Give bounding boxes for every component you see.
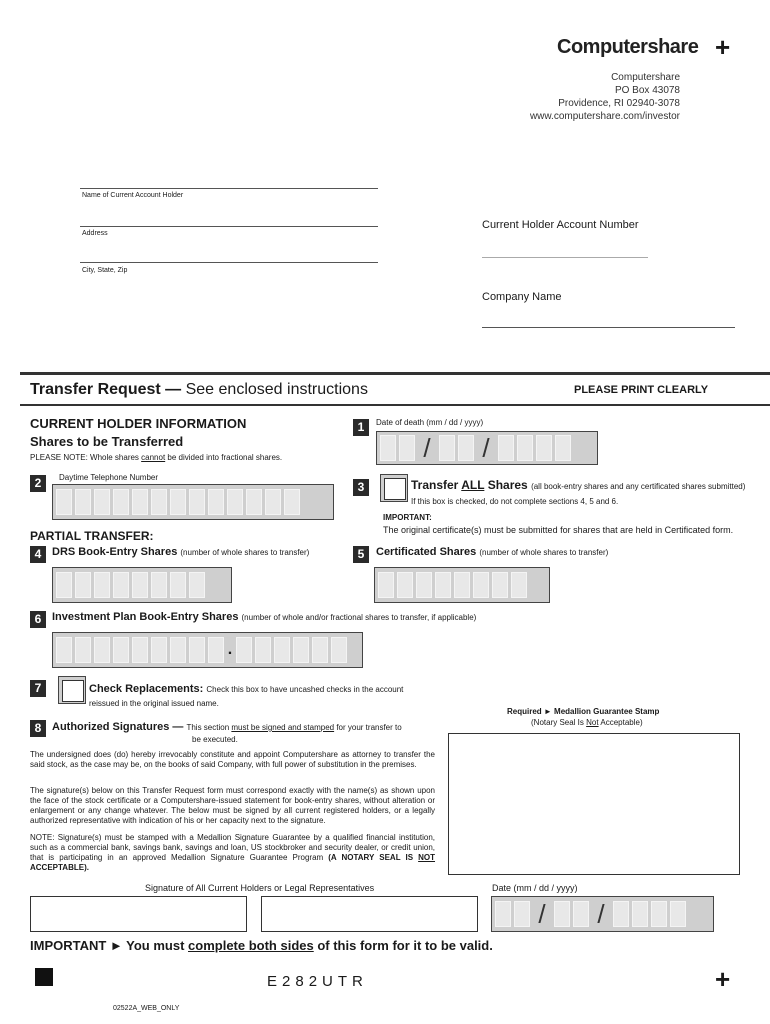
transfer-all-checkbox[interactable] (380, 474, 408, 502)
note-text: be divided into fractional shares. (165, 453, 283, 462)
note-emph: cannot (141, 453, 166, 462)
warning-text: ACCEPTABLE). (30, 863, 89, 872)
telephone-input[interactable] (52, 484, 334, 520)
section-3-badge: 3 (353, 479, 369, 496)
address-line: Providence, RI 02940-3078 (558, 98, 680, 109)
computershare-logo: Computershare (557, 36, 699, 58)
address-line: Computershare (611, 72, 680, 83)
checkbox-face[interactable] (384, 478, 406, 500)
web-code: 02522A_WEB_ONLY (113, 1005, 180, 1012)
note-text: (Notary Seal Is (531, 718, 587, 727)
digit-cell[interactable] (397, 572, 413, 598)
mailing-address (480, 71, 680, 123)
digit-cell[interactable] (495, 901, 511, 927)
title-part: Shares (484, 478, 528, 492)
digit-cell[interactable] (151, 489, 167, 515)
account-number-label: Current Holder Account Number (482, 219, 639, 231)
digit-cell[interactable] (517, 435, 533, 461)
important-label: IMPORTANT: (383, 513, 432, 522)
digit-cell[interactable] (274, 637, 290, 663)
city-field-line[interactable] (80, 262, 378, 263)
warning-emph: NOT (418, 853, 436, 862)
digit-cell[interactable] (236, 637, 252, 663)
address-line: PO Box 43078 (614, 85, 680, 96)
section-7-badge: 7 (30, 680, 46, 697)
digit-cell[interactable] (170, 489, 186, 515)
digit-cell[interactable] (380, 435, 396, 461)
digit-cell[interactable] (454, 572, 470, 598)
digit-cell[interactable] (56, 489, 72, 515)
attorney-paragraph: The undersigned does (do) hereby irrevocably constitute and appoint Computershare as attorney to transfer the said stock, as the case may be, on the books of said Company, with full power of substitution in the premises. (30, 750, 435, 769)
footer-text: of this form for it to be valid. (313, 938, 493, 953)
digit-cell[interactable] (439, 435, 455, 461)
date-separator: / (423, 433, 431, 463)
footer-text: IMPORTANT ► You must (30, 938, 189, 953)
note-text: PLEASE NOTE: Whole shares (30, 453, 142, 462)
digit-cell[interactable] (208, 637, 224, 663)
section-1-badge: 1 (353, 419, 369, 436)
authorized-signatures-title (52, 721, 402, 733)
name-field-label: Name of Current Account Holder (82, 192, 184, 199)
decimal-point: . (227, 641, 233, 658)
digit-cell[interactable] (132, 572, 148, 598)
digit-cell[interactable] (151, 637, 167, 663)
page-title (30, 381, 368, 399)
digit-cell[interactable] (75, 489, 91, 515)
title-part: Certificated Shares (376, 546, 477, 558)
digit-cell[interactable] (435, 572, 451, 598)
digit-cell[interactable] (246, 489, 262, 515)
digit-cell[interactable] (613, 901, 629, 927)
digit-cell[interactable] (255, 637, 271, 663)
digit-cell[interactable] (284, 489, 300, 515)
fractional-note (30, 453, 282, 462)
digit-cell[interactable] (331, 637, 347, 663)
digit-cell[interactable] (132, 489, 148, 515)
checkbox-face[interactable] (62, 680, 84, 702)
digit-cell[interactable] (514, 901, 530, 927)
registration-square-icon (35, 968, 53, 986)
title-part: ALL (461, 478, 485, 492)
digit-cell[interactable] (132, 637, 148, 663)
title-note: Check this box to have uncashed checks in the account (206, 685, 404, 694)
title-part: Check Replacements: (89, 683, 204, 695)
authorized-signatures-note: be executed. (192, 735, 238, 744)
signature-paragraph: The signature(s) below on this Transfer Request form must correspond exactly with the name(s) as shown upon the face of the stock certificate or a Computershare-issued statement for book-entry shares, without alteration or enlargement or any change whatever. The below must be signed by all current registered holders, or a legally authorized representative with indication of his or her capacity next to the signature. (30, 786, 435, 825)
section-8-badge: 8 (30, 720, 46, 737)
title-part: Authorized Signatures — (52, 721, 187, 733)
certificated-shares-input[interactable] (374, 567, 550, 603)
paragraph-text: NOTE: Signature(s) must be stamped with a Medallion Signature Guarantee by a qualified financial institution, such as a commercial bank, savings bank, savings and loan, US stockbroker and security dealer, or credit union, that is participating in an approved Medallion Signature Guarantee Program (30, 833, 435, 862)
transfer-all-title (411, 478, 745, 492)
certificate-note: The original certificate(s) must be submitted for shares that are held in Certificated form. (383, 525, 734, 535)
digit-cell[interactable] (94, 572, 110, 598)
title-note: This section (186, 723, 232, 732)
title-underline (20, 404, 770, 406)
title-note: must be signed and stamped (231, 723, 335, 732)
digit-cell[interactable] (94, 637, 110, 663)
date-separator: / (597, 899, 605, 929)
section-2-badge: 2 (30, 475, 46, 492)
name-field-line[interactable] (80, 188, 378, 189)
digit-cell[interactable] (555, 435, 571, 461)
digit-cell[interactable] (632, 901, 648, 927)
digit-cell[interactable] (473, 572, 489, 598)
drs-title (52, 546, 309, 558)
digit-cell[interactable] (554, 901, 570, 927)
digit-cell[interactable] (511, 572, 527, 598)
certificated-title (376, 546, 608, 558)
investment-plan-input[interactable] (52, 632, 363, 668)
digit-cell[interactable] (399, 435, 415, 461)
section-6-badge: 6 (30, 611, 46, 628)
warning-text: (A NOTARY SEAL IS (328, 853, 419, 862)
digit-cell[interactable] (189, 572, 205, 598)
title-main: Transfer Request — (30, 381, 186, 398)
check-replacements-title (89, 683, 403, 695)
address-line: www.computershare.com/investor (529, 111, 680, 122)
digit-cell[interactable] (113, 489, 129, 515)
telephone-label: Daytime Telephone Number (59, 473, 159, 482)
note-text: Acceptable) (598, 718, 643, 727)
address-field-line[interactable] (80, 226, 378, 227)
digit-cell[interactable] (651, 901, 667, 927)
form-code: E282UTR (267, 973, 368, 990)
title-note: (number of whole shares to transfer) (479, 548, 609, 557)
digit-cell[interactable] (265, 489, 281, 515)
medallion-paragraph (30, 833, 435, 873)
section-5-badge: 5 (353, 546, 369, 563)
print-clearly: PLEASE PRINT CLEARLY (574, 384, 709, 396)
digit-cell[interactable] (293, 637, 309, 663)
digit-cell[interactable] (416, 572, 432, 598)
registration-mark-icon: + (715, 964, 731, 994)
company-name-line[interactable] (482, 327, 735, 328)
digit-cell[interactable] (492, 572, 508, 598)
signature-date-label: Date (mm / dd / yyyy) (492, 883, 578, 893)
partial-transfer-heading: PARTIAL TRANSFER: (30, 529, 154, 543)
digit-cell[interactable] (498, 435, 514, 461)
digit-cell[interactable] (56, 637, 72, 663)
signature-box-1[interactable] (30, 896, 247, 932)
digit-cell[interactable] (378, 572, 394, 598)
digit-cell[interactable] (670, 901, 686, 927)
digit-cell[interactable] (151, 572, 167, 598)
digit-cell[interactable] (56, 572, 72, 598)
city-field-label: City, State, Zip (82, 267, 128, 274)
digit-cell[interactable] (312, 637, 328, 663)
company-name-label: Company Name (482, 291, 562, 303)
date-of-death-input[interactable] (376, 431, 598, 465)
digit-cell[interactable] (113, 637, 129, 663)
digit-cell[interactable] (170, 572, 186, 598)
title-part: Investment Plan Book-Entry Shares (52, 611, 239, 623)
account-number-line[interactable] (482, 257, 648, 258)
important-footer (30, 938, 493, 953)
current-holder-heading: CURRENT HOLDER INFORMATION (30, 416, 247, 431)
transfer-all-instruction: If this box is checked, do not complete sections 4, 5 and 6. (411, 497, 619, 506)
digit-cell[interactable] (536, 435, 552, 461)
digit-cell[interactable] (75, 572, 91, 598)
digit-cell[interactable] (75, 637, 91, 663)
digit-cell[interactable] (113, 572, 129, 598)
note-emph: Not (586, 718, 599, 727)
signature-date-input[interactable] (491, 896, 714, 932)
title-sub: See enclosed instructions (185, 381, 368, 398)
title-note: (number of whole shares to transfer) (180, 548, 310, 557)
drs-shares-input[interactable] (52, 567, 232, 603)
title-note: (number of whole and/or fractional shares to transfer, if applicable) (241, 613, 477, 622)
digit-cell[interactable] (189, 489, 205, 515)
digit-cell[interactable] (170, 637, 186, 663)
title-rule (20, 372, 770, 375)
title-part: Transfer (411, 478, 462, 492)
signature-box-2[interactable] (261, 896, 478, 932)
title-note: (all book-entry shares and any certificated shares submitted) (531, 482, 746, 491)
section-4-badge: 4 (30, 546, 46, 563)
date-separator: / (482, 433, 490, 463)
notary-note (531, 718, 643, 727)
medallion-required: Required ► Medallion Guarantee Stamp (507, 707, 660, 716)
shares-transferred-heading: Shares to be Transferred (30, 434, 184, 449)
digit-cell[interactable] (189, 637, 205, 663)
title-part: DRS Book-Entry Shares (52, 546, 178, 558)
address-field-label: Address (82, 230, 108, 237)
date-separator: / (538, 899, 546, 929)
check-replacements-checkbox[interactable] (58, 676, 86, 704)
signature-label: Signature of All Current Holders or Legal Representatives (145, 883, 375, 893)
investment-plan-title (52, 611, 476, 623)
date-of-death-label: Date of death (mm / dd / yyyy) (376, 418, 484, 427)
digit-cell[interactable] (458, 435, 474, 461)
check-replacements-note: reissued in the original issued name. (89, 699, 219, 708)
digit-cell[interactable] (227, 489, 243, 515)
digit-cell[interactable] (208, 489, 224, 515)
digit-cell[interactable] (573, 901, 589, 927)
footer-emph: complete both sides (188, 938, 314, 953)
title-note: for your transfer to (334, 723, 402, 732)
digit-cell[interactable] (94, 489, 110, 515)
medallion-stamp-box[interactable] (448, 733, 740, 875)
registration-mark-icon: + (715, 32, 731, 62)
